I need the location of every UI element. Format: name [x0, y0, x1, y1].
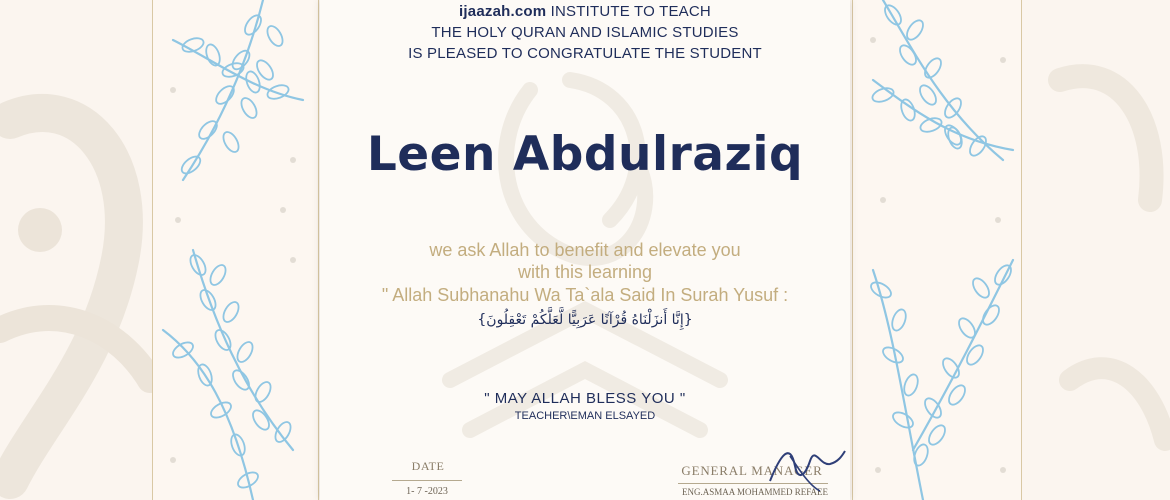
- body-line-2: with this learning: [517, 262, 653, 282]
- left-floral-panel: [152, 0, 319, 500]
- quran-verse: {إِنَّا أَنزَلْنَاهُ قُرْآنًا عَرَبِيًّا لَّعَلَّكُمْ تَعْقِلُونَ}: [477, 312, 693, 328]
- body-line-1: we ask Allah to benefit and elevate you: [429, 240, 741, 260]
- blessing-text: " MAY ALLAH BLESS YOU ": [484, 390, 686, 407]
- right-floral-panel: [852, 0, 1022, 500]
- header-line-3: IS PLEASED TO CONGRATULATE THE STUDENT: [408, 45, 762, 62]
- right-leaf-branches: [853, 0, 1021, 500]
- header-line-1: [320, 3, 850, 20]
- teacher-name: TEACHER\EMAN ELSAYED: [514, 410, 656, 422]
- date-divider: [392, 480, 462, 481]
- body-line-3: " Allah Subhanahu Wa Ta`ala Said In Surah Yusuf :: [381, 285, 789, 305]
- general-manager-name: ENG.ASMAA MOHAMMED REFAEE: [681, 487, 829, 497]
- header-line-2: THE HOLY QURAN AND ISLAMIC STUDIES: [431, 24, 739, 41]
- left-leaf-branches: [153, 0, 318, 500]
- general-manager-label: GENERAL MANAGER: [681, 463, 823, 478]
- student-name: Leen Abdulraziq: [366, 127, 804, 182]
- date-label: DATE: [411, 459, 445, 473]
- date-value: 1- 7 -2023: [406, 486, 448, 497]
- brand-name: ijaazah.com: [459, 3, 547, 20]
- signature-image: [760, 436, 850, 496]
- certificate-card: [320, 0, 850, 500]
- header-line-1-text: INSTITUTE TO TEACH: [550, 3, 711, 20]
